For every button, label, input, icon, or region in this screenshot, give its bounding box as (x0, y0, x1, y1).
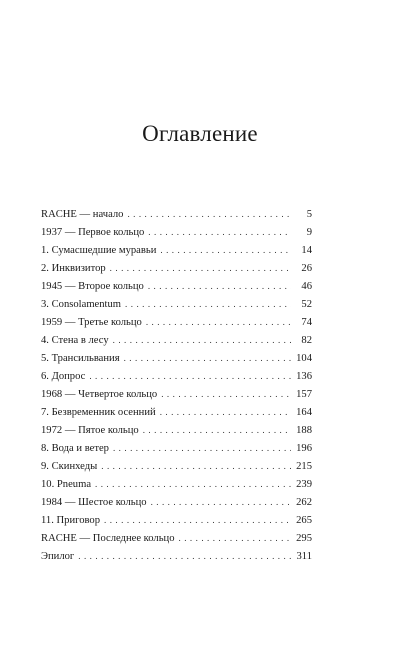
toc-entry-title: 1937 — Первое кольцо (41, 227, 145, 238)
toc-entry-title: 7. Безвременник осенний (41, 407, 156, 418)
toc-entry-title: 1968 — Четвертое кольцо (41, 389, 158, 400)
dot-leader (179, 529, 291, 547)
toc-entry (41, 385, 312, 403)
toc-entry-page: 265 (296, 515, 312, 526)
toc-entry (41, 205, 312, 223)
page-title: Оглавление (142, 121, 258, 147)
toc-entry-page: 136 (296, 371, 312, 382)
toc-entry-title: 3. Consolamentum (41, 299, 122, 310)
toc-entry-page: 188 (296, 425, 312, 436)
toc-entry-title: 8. Вода и ветер (41, 443, 109, 454)
toc-entry (41, 313, 312, 331)
dot-leader (95, 475, 291, 493)
toc-entry (41, 457, 312, 475)
toc-entry-page: 52 (301, 299, 312, 310)
toc-entry-page: 5 (306, 209, 312, 220)
toc-entry (41, 295, 312, 313)
toc-entry (41, 259, 312, 277)
dot-leader (125, 295, 291, 313)
toc-entry-title: 1. Сумасшедшие муравьи (41, 245, 157, 256)
toc-entry-title: Эпилог (41, 551, 75, 562)
toc-entry-page: 46 (301, 281, 312, 292)
toc-entry (41, 421, 312, 439)
toc-entry-title: 11. Приговор (41, 515, 101, 526)
toc-entry (41, 403, 312, 421)
dot-leader (104, 511, 291, 529)
dot-leader (160, 241, 291, 259)
toc-entry-title: 1959 — Третье кольцо (41, 317, 142, 328)
dot-leader (78, 547, 291, 565)
toc-entry-page: 82 (301, 335, 312, 346)
dot-leader (146, 313, 291, 331)
toc-entry-page: 104 (296, 353, 312, 364)
dot-leader (148, 223, 291, 241)
toc-entry-title: RACHE — Последнее кольцо (41, 533, 175, 544)
dot-leader (89, 367, 291, 385)
dot-leader (101, 457, 291, 475)
toc-entry (41, 223, 312, 241)
toc-entry-title: RACHE — начало (41, 209, 124, 220)
dot-leader (127, 205, 291, 223)
toc-entry-page: 215 (296, 461, 312, 472)
toc-entry (41, 511, 312, 529)
toc-entry-page: 295 (296, 533, 312, 544)
toc-entry-title: 1972 — Пятое кольцо (41, 425, 139, 436)
toc-entry-page: 26 (301, 263, 312, 274)
dot-leader (143, 421, 291, 439)
toc-entry-title: 9. Скинхеды (41, 461, 98, 472)
toc-entry-page: 14 (301, 245, 312, 256)
toc-entry (41, 367, 312, 385)
dot-leader (148, 277, 291, 295)
toc-entry-page: 164 (296, 407, 312, 418)
dot-leader (113, 331, 291, 349)
dot-leader (160, 403, 291, 421)
dot-leader (113, 439, 291, 457)
toc-entry (41, 331, 312, 349)
toc-entry-title: 1945 — Второе кольцо (41, 281, 144, 292)
toc-entry-page: 157 (296, 389, 312, 400)
toc-entry (41, 241, 312, 259)
toc-entry-title: 2. Инквизитор (41, 263, 106, 274)
toc-entry (41, 529, 312, 547)
toc-entry-title: 5. Трансильвания (41, 353, 120, 364)
dot-leader (110, 259, 291, 277)
toc-entry (41, 475, 312, 493)
toc-entry-title: 1984 — Шестое кольцо (41, 497, 147, 508)
toc-entry-page: 262 (296, 497, 312, 508)
dot-leader (161, 385, 291, 403)
toc-entry-page: 311 (296, 551, 312, 562)
table-of-contents (41, 205, 312, 565)
toc-entry-page: 239 (296, 479, 312, 490)
toc-entry (41, 547, 312, 565)
toc-entry-title: 10. Pneuma (41, 479, 92, 490)
dot-leader (151, 493, 291, 511)
toc-entry (41, 439, 312, 457)
toc-entry-page: 196 (296, 443, 312, 454)
toc-entry-page: 74 (301, 317, 312, 328)
dot-leader (124, 349, 291, 367)
toc-entry-title: 6. Допрос (41, 371, 86, 382)
toc-entry (41, 277, 312, 295)
toc-entry-title: 4. Стена в лесу (41, 335, 109, 346)
toc-entry-page: 9 (306, 227, 312, 238)
toc-entry (41, 349, 312, 367)
toc-entry (41, 493, 312, 511)
